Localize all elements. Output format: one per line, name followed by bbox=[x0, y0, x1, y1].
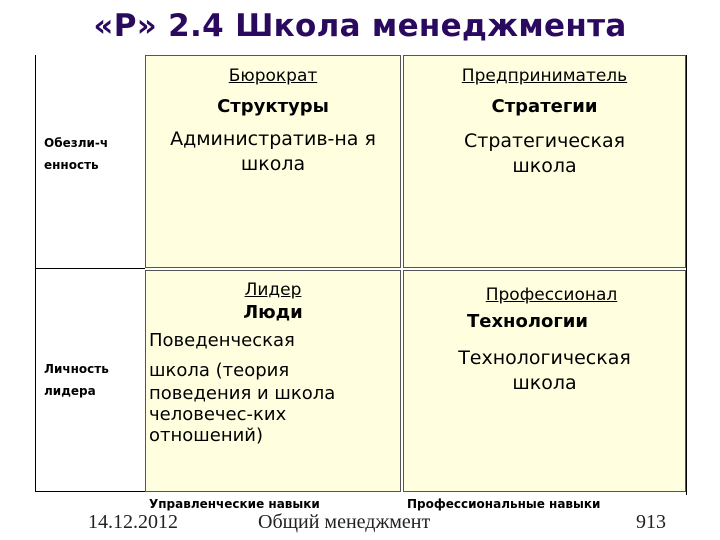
slide-title: «Р» 2.4 Школа менеджмента bbox=[93, 8, 627, 44]
school-behavioral-line: поведения и школа bbox=[149, 383, 336, 404]
head-strategies: Стратегии bbox=[491, 96, 598, 117]
school-strategic: Стратегическая школа bbox=[464, 130, 626, 177]
school-administrative: Административ-на я школа bbox=[170, 128, 376, 175]
row-label-depersonalization: Обезли-ч енность bbox=[44, 136, 109, 172]
grid-line-left bbox=[35, 55, 36, 492]
cell-leader bbox=[145, 270, 401, 492]
school-behavioral-line: школа (теория bbox=[149, 360, 290, 381]
head-people: Люди bbox=[243, 302, 303, 323]
role-professional: Профессионал bbox=[485, 285, 618, 305]
school-behavioral bbox=[146, 329, 400, 446]
grid-line-mid bbox=[35, 268, 145, 269]
school-behavioral-line: Поведенческая bbox=[149, 330, 295, 351]
column-label-professional-skills: Профессиональные навыки bbox=[407, 497, 685, 511]
cell-professional bbox=[403, 270, 686, 492]
role-bureaucrat: Бюрократ bbox=[228, 66, 318, 86]
head-structures: Структуры bbox=[217, 96, 329, 117]
grid-line-right bbox=[686, 55, 687, 495]
grid-line-bottom bbox=[35, 491, 145, 492]
column-label-managerial-skills: Управленческие навыки bbox=[149, 497, 399, 511]
school-technological: Технологическая школа bbox=[458, 347, 631, 394]
row-label-leader-personality: Личность лидера bbox=[44, 362, 109, 398]
school-behavioral-line: отношений) bbox=[149, 425, 264, 446]
cell-entrepreneur bbox=[403, 55, 686, 268]
footer-date: 14.12.2012 bbox=[88, 511, 178, 533]
head-technologies: Технологии bbox=[466, 311, 589, 332]
footer-page-number: 913 bbox=[636, 511, 666, 533]
role-entrepreneur: Предприниматель bbox=[461, 66, 628, 86]
cell-bureaucrat bbox=[145, 55, 401, 268]
footer-course: Общий менеджмент bbox=[258, 511, 431, 533]
school-behavioral-line: человечес-ких bbox=[149, 404, 287, 425]
role-leader: Лидер bbox=[244, 280, 302, 300]
